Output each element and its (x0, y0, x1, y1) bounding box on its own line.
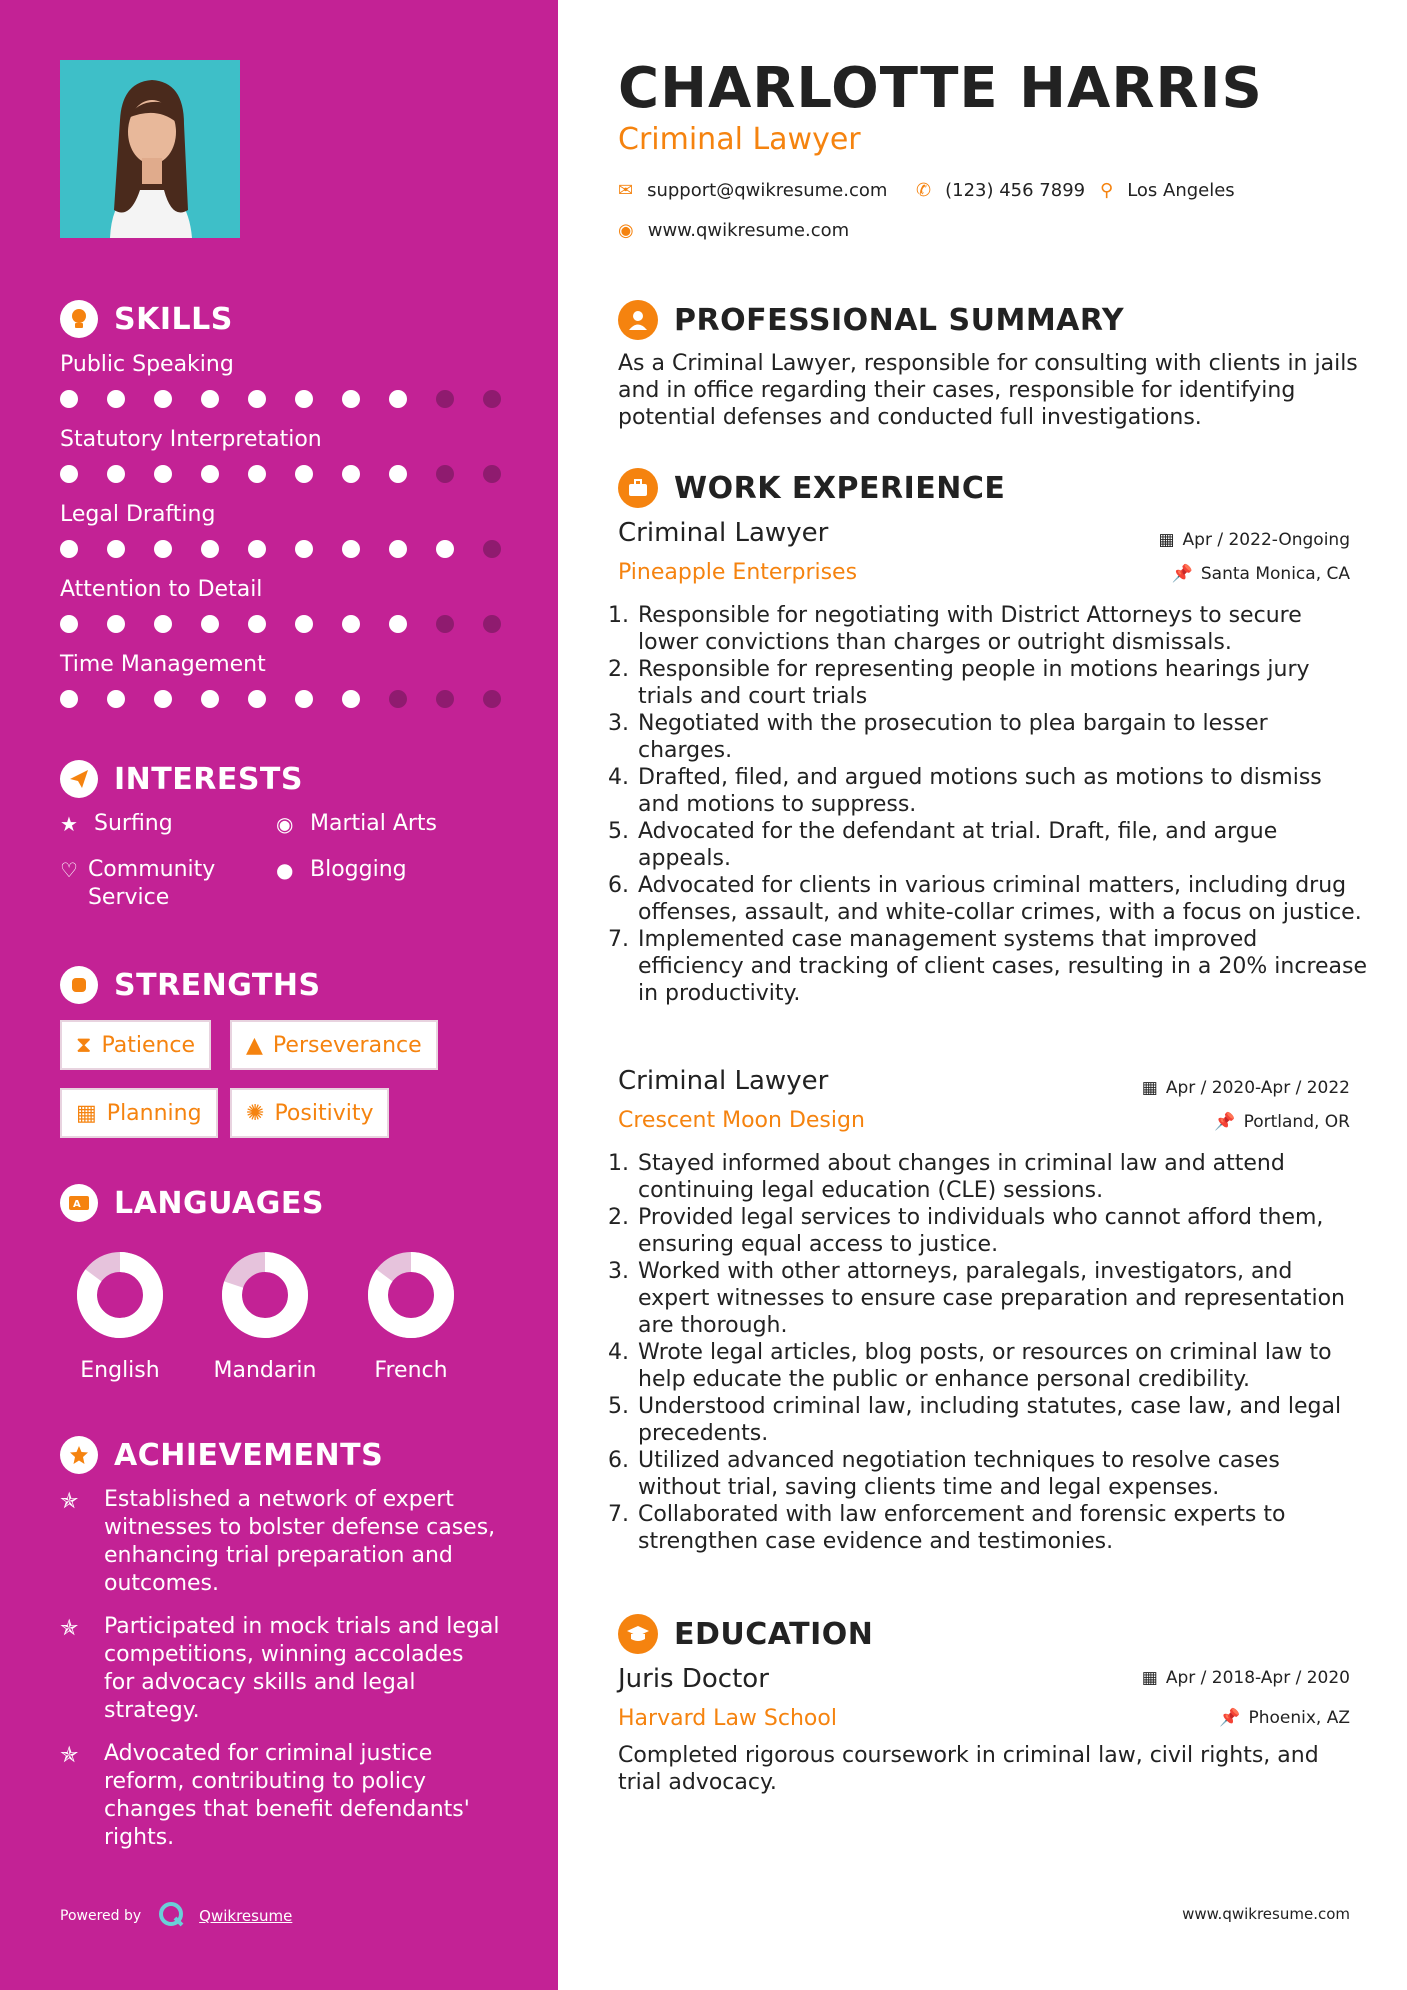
education-degree: Juris Doctor (618, 1664, 769, 1694)
rating-dot (436, 465, 454, 483)
experience-heading: WORK EXPERIENCE (618, 468, 1005, 508)
skill-rating (60, 615, 530, 633)
bullet-item: 5. Advocated for the defendant at trial. Draft, file, and argue appeals. (636, 818, 1368, 872)
paper-plane-icon (60, 760, 98, 798)
language-item: French (346, 1250, 476, 1383)
strength-badge: ✺ Positivity (230, 1088, 389, 1138)
interest-item: ★ Surfing (60, 811, 173, 836)
briefcase-icon (618, 468, 658, 508)
skill-rating (60, 690, 530, 708)
contact-phone: ✆ (123) 456 7899 (916, 180, 1086, 201)
candidate-role: Criminal Lawyer (618, 122, 861, 157)
summary-heading: PROFESSIONAL SUMMARY (618, 300, 1124, 340)
lightbulb-icon (60, 300, 98, 338)
rating-dot (201, 390, 219, 408)
language-donut (220, 1250, 310, 1340)
calendar-icon: ▦ (1141, 1668, 1158, 1688)
contact-website: ◉ www.qwikresume.com (618, 220, 850, 241)
rating-dot (389, 540, 407, 558)
rating-dot (154, 390, 172, 408)
rating-dot (483, 690, 501, 708)
skill-rating (60, 540, 530, 558)
skill-rating (60, 465, 530, 483)
star-icon: ★ (60, 812, 78, 836)
users-icon: ● (276, 858, 294, 882)
rating-dot (483, 540, 501, 558)
sidebar (0, 0, 558, 1990)
rating-dot (107, 615, 125, 633)
skill-label: Public Speaking (60, 352, 234, 377)
bullet-item: 4. Wrote legal articles, blog posts, or resources on criminal law to help educate the public or enhance personal credibility. (636, 1339, 1368, 1393)
pin-icon: 📌 (1219, 1708, 1241, 1728)
rating-dot (389, 465, 407, 483)
job-company: Crescent Moon Design (618, 1108, 865, 1133)
envelope-icon: ✉ (618, 180, 634, 201)
calendar-icon: ▦ (1158, 530, 1175, 550)
job-company: Pineapple Enterprises (618, 560, 858, 585)
fist-icon (60, 966, 98, 1004)
bullet-item: 1. Responsible for negotiating with District Attorneys to secure lower convictions than charges or outright dismissals. (636, 602, 1368, 656)
rating-dot (483, 390, 501, 408)
star-hand-icon: ✯ (60, 1743, 79, 1768)
rating-dot (248, 465, 266, 483)
hourglass-icon: ⧗ (76, 1032, 92, 1058)
achievements-heading: ACHIEVEMENTS (60, 1436, 383, 1474)
rating-dot (389, 615, 407, 633)
rating-dot (342, 615, 360, 633)
bullet-item: 6. Advocated for clients in various criminal matters, including drug offenses, assault, and white-collar crimes, with a focus on justice. (636, 872, 1368, 926)
bullet-item: 4. Drafted, filed, and argued motions such as motions to dismiss and motions to suppress. (636, 764, 1368, 818)
contact-location: ⚲ Los Angeles (1100, 180, 1235, 201)
rating-dot (201, 690, 219, 708)
bullet-item: 7. Implemented case management systems that improved efficiency and tracking of client cases, resulting in a 20% increase in productivity. (636, 926, 1368, 1007)
interest-item: ◉ Martial Arts (276, 811, 438, 836)
job-title: Criminal Lawyer (618, 1066, 829, 1096)
rating-dot (60, 540, 78, 558)
achievement-item: ✯ Established a network of expert witnesses to bolster defense cases, enhancing trial preparation and outcomes. (60, 1487, 496, 1596)
calendar-icon: ▦ (1141, 1078, 1158, 1098)
job-location: 📌 Santa Monica, CA (1171, 564, 1350, 584)
skills-heading: SKILLS (60, 300, 233, 338)
rating-dot (154, 615, 172, 633)
rating-dot (483, 615, 501, 633)
rating-dot (248, 615, 266, 633)
bullet-item: 2. Provided legal services to individuals who cannot afford them, ensuring equal access to justice. (636, 1204, 1368, 1258)
sun-icon: ✺ (246, 1100, 265, 1126)
interest-item: ♡ Community Service (60, 857, 216, 910)
skill-label: Legal Drafting (60, 502, 216, 527)
strength-badge: ⧗ Patience (60, 1020, 211, 1070)
rating-dot (295, 690, 313, 708)
skill-rating (60, 390, 530, 408)
rating-dot (60, 690, 78, 708)
rating-dot (60, 615, 78, 633)
education-heading: EDUCATION (618, 1614, 873, 1654)
interests-heading: INTERESTS (60, 760, 303, 798)
powered-by: Powered by Qwikresume (60, 1900, 292, 1932)
rating-dot (436, 540, 454, 558)
job-dates: ▦ Apr / 2020-Apr / 2022 (1141, 1078, 1350, 1098)
bullet-item: 6. Utilized advanced negotiation techniques to resolve cases without trial, saving clients time and legal expenses. (636, 1447, 1368, 1501)
road-icon: ▲ (246, 1032, 263, 1058)
rating-dot (389, 690, 407, 708)
rating-dot (107, 540, 125, 558)
rating-dot (248, 390, 266, 408)
rating-dot (154, 540, 172, 558)
bullet-item: 5. Understood criminal law, including statutes, case law, and legal precedents. (636, 1393, 1368, 1447)
language-donut (366, 1250, 456, 1340)
bullet-item: 7. Collaborated with law enforcement and forensic experts to strengthen case evidence and testimonies. (636, 1501, 1368, 1555)
bullet-item: 1. Stayed informed about changes in criminal law and attend continuing legal education (CLE) sessions. (636, 1150, 1368, 1204)
rating-dot (154, 465, 172, 483)
rating-dot (436, 690, 454, 708)
award-icon (60, 1436, 98, 1474)
rating-dot (107, 465, 125, 483)
pin-icon: 📌 (1171, 564, 1193, 584)
language-donut (75, 1250, 165, 1340)
rating-dot (295, 390, 313, 408)
education-school: Harvard Law School (618, 1706, 837, 1731)
rating-dot (248, 690, 266, 708)
job-bullets (618, 602, 1368, 1007)
rating-dot (107, 690, 125, 708)
rating-dot (342, 540, 360, 558)
footer-url[interactable]: www.qwikresume.com (1182, 1905, 1350, 1923)
svg-text:A: A (73, 1199, 82, 1210)
language-item: Mandarin (200, 1250, 330, 1383)
rating-dot (60, 465, 78, 483)
skill-label: Time Management (60, 652, 266, 677)
star-hand-icon: ✯ (60, 1489, 79, 1514)
rating-dot (248, 540, 266, 558)
job-dates: ▦ Apr / 2022-Ongoing (1158, 530, 1350, 550)
qwikresume-link[interactable]: Qwikresume (199, 1907, 293, 1925)
main-content (558, 0, 1407, 1990)
map-pin-icon: ⚲ (1100, 180, 1114, 201)
rating-dot (342, 390, 360, 408)
achievement-item: ✯ Participated in mock trials and legal competitions, winning accolades for advocacy skills and legal strategy. (60, 1614, 500, 1723)
education-location: 📌 Phoenix, AZ (1219, 1708, 1350, 1728)
calendar-icon: ▦ (76, 1100, 97, 1126)
rating-dot (483, 465, 501, 483)
globe-icon: ◉ (276, 812, 294, 836)
bullet-item: 3. Worked with other attorneys, paralegals, investigators, and expert witnesses to ensure case preparation and representation are thorough. (636, 1258, 1368, 1339)
star-hand-icon: ✯ (60, 1616, 79, 1641)
bullet-item: 2. Responsible for representing people in motions hearings jury trials and court trials (636, 656, 1368, 710)
languages-heading: A LANGUAGES (60, 1184, 324, 1222)
rating-dot (342, 465, 360, 483)
profile-photo (60, 60, 240, 238)
rating-dot (295, 540, 313, 558)
user-icon (618, 300, 658, 340)
phone-icon: ✆ (916, 180, 932, 201)
rating-dot (201, 615, 219, 633)
rating-dot (201, 465, 219, 483)
strength-badge: ▲ Perseverance (230, 1020, 438, 1070)
skill-label: Attention to Detail (60, 577, 263, 602)
rating-dot (389, 390, 407, 408)
job-bullets (618, 1150, 1368, 1555)
pin-icon: 📌 (1214, 1112, 1236, 1132)
language-icon (60, 1184, 98, 1222)
education-text: Completed rigorous coursework in criminal law, civil rights, and trial advocacy. (618, 1743, 1319, 1795)
rating-dot (295, 615, 313, 633)
globe-icon: ◉ (618, 220, 634, 241)
rating-dot (154, 690, 172, 708)
language-item: English (55, 1250, 185, 1383)
skill-label: Statutory Interpretation (60, 427, 322, 452)
contact-email: ✉ support@qwikresume.com (618, 180, 888, 201)
summary-text: As a Criminal Lawyer, responsible for consulting with clients in jails and in office regarding their cases, responsible for identifying potential defenses and conducted full investigations. (618, 351, 1358, 430)
education-dates: ▦ Apr / 2018-Apr / 2020 (1141, 1668, 1350, 1688)
candidate-name: CHARLOTTE HARRIS (618, 56, 1263, 121)
rating-dot (60, 390, 78, 408)
achievement-item: ✯ Advocated for criminal justice reform, contributing to policy changes that benefit defendants' rights. (60, 1741, 470, 1850)
interest-item: ● Blogging (276, 857, 407, 882)
bullet-item: 3. Negotiated with the prosecution to plea bargain to lesser charges. (636, 710, 1368, 764)
strengths-heading: STRENGTHS (60, 966, 321, 1004)
rating-dot (436, 615, 454, 633)
rating-dot (295, 465, 313, 483)
job-location: 📌 Portland, OR (1214, 1112, 1350, 1132)
rating-dot (436, 390, 454, 408)
hand-icon: ♡ (60, 858, 78, 882)
strength-badge: ▦ Planning (60, 1088, 218, 1138)
job-title: Criminal Lawyer (618, 518, 829, 548)
qwikresume-logo-icon (157, 1900, 185, 1932)
graduation-cap-icon (618, 1614, 658, 1654)
rating-dot (201, 540, 219, 558)
rating-dot (342, 690, 360, 708)
rating-dot (107, 390, 125, 408)
